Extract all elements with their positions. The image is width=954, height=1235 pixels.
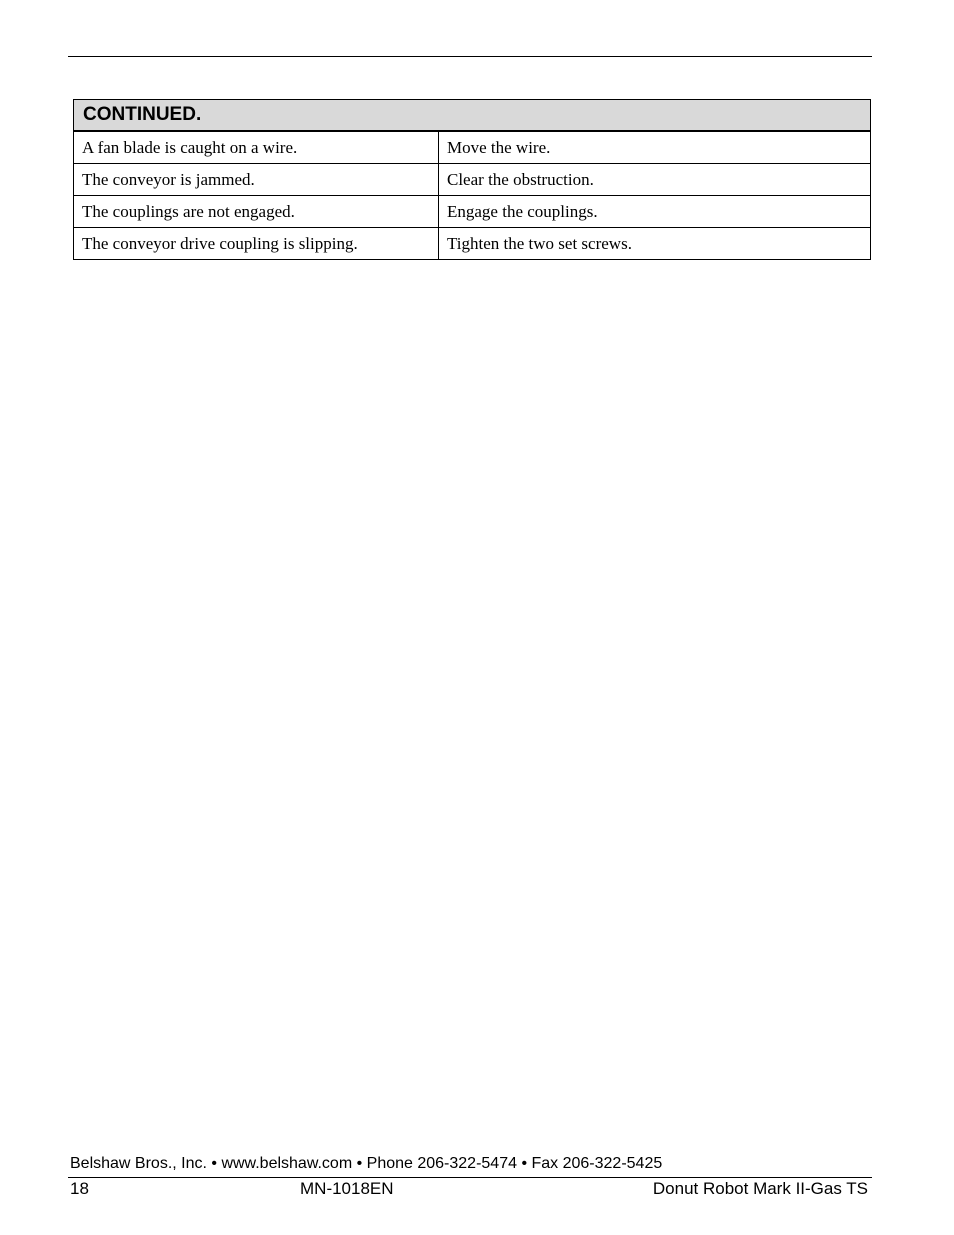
- table-row: [74, 131, 871, 164]
- table-row: [74, 196, 871, 228]
- table-header-continued: CONTINUED.: [74, 100, 871, 132]
- table-row: [74, 228, 871, 260]
- document-title: Donut Robot Mark II-Gas TS: [652, 1179, 868, 1198]
- page-number: 18: [70, 1179, 89, 1198]
- remedy-cell: Tighten the two set screws.: [439, 228, 871, 260]
- troubleshooting-table: [73, 99, 871, 260]
- remedy-cell: Engage the couplings.: [439, 196, 871, 228]
- cause-cell: A fan blade is caught on a wire.: [74, 131, 439, 164]
- cause-cell: The conveyor is jammed.: [74, 164, 439, 196]
- cause-cell: The conveyor drive coupling is slipping.: [74, 228, 439, 260]
- document-code: MN-1018EN: [300, 1179, 394, 1198]
- header-rule: [68, 56, 872, 57]
- footer-rule: [68, 1177, 872, 1178]
- table-row: [74, 164, 871, 196]
- footer-contact-line: Belshaw Bros., Inc. • www.belshaw.com • Phone 206-322-5474 • Fax 206-322-5425: [70, 1155, 663, 1172]
- footer-bar: [70, 1179, 868, 1201]
- cause-cell: The couplings are not engaged.: [74, 196, 439, 228]
- remedy-cell: Clear the obstruction.: [439, 164, 871, 196]
- remedy-cell: Move the wire.: [439, 131, 871, 164]
- table-header-row: [74, 100, 871, 132]
